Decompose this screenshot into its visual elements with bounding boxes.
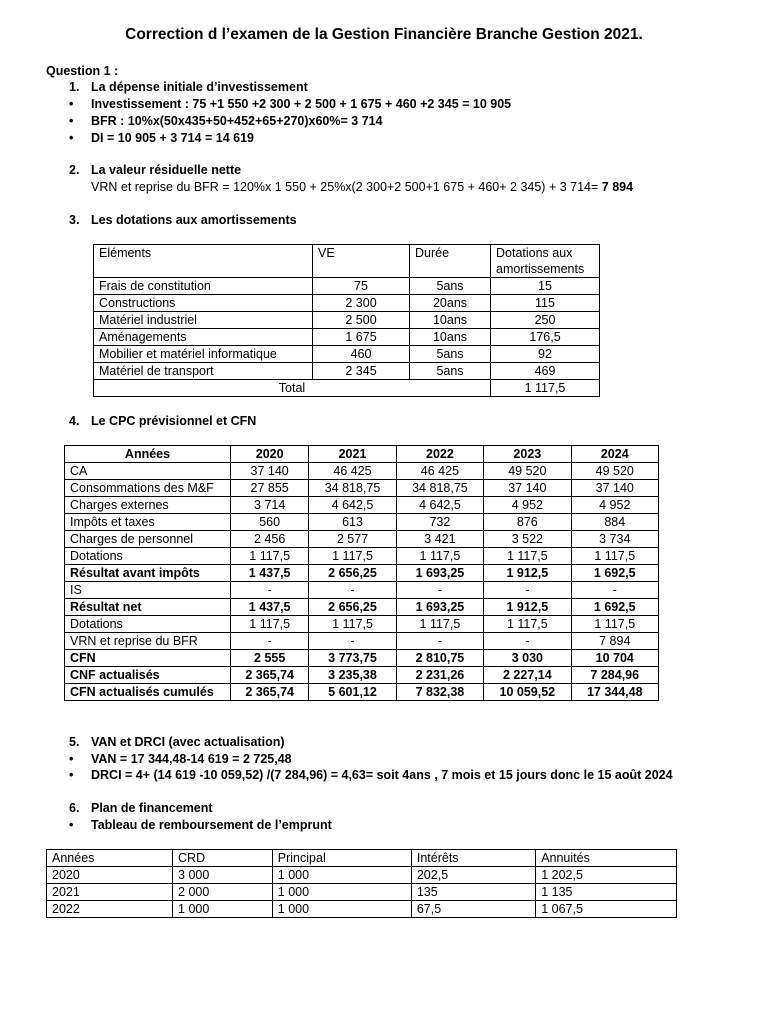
cpc-body xyxy=(65,463,659,701)
table-cell: 67,5 xyxy=(411,901,535,918)
row-label: Charges de personnel xyxy=(65,531,231,548)
table-cell: 250 xyxy=(491,312,600,329)
table-cell: - xyxy=(396,633,483,650)
table-cell: 3 235,38 xyxy=(309,667,396,684)
table-cell: 3 000 xyxy=(173,867,273,884)
loan-schedule-table xyxy=(46,849,677,918)
table-cell: - xyxy=(484,633,571,650)
table-cell: Frais de constitution xyxy=(94,278,313,295)
list-item xyxy=(69,131,254,145)
table-cell: 2 810,75 xyxy=(396,650,483,667)
vrn-line xyxy=(91,180,633,194)
column-header: Années xyxy=(65,446,231,463)
table-cell: 176,5 xyxy=(491,329,600,346)
table-cell: 4 952 xyxy=(571,497,658,514)
table-cell: 1 117,5 xyxy=(396,548,483,565)
list-item xyxy=(69,97,511,111)
table-cell: 2 656,25 xyxy=(309,565,396,582)
table-row xyxy=(65,565,659,582)
vrn-formula: VRN et reprise du BFR = 120%x 1 550 + 25%x(2 300+2 500+1 675 + 460+ 2 345) + 3 714= xyxy=(91,180,602,194)
column-header: VE xyxy=(313,245,410,278)
table-row xyxy=(94,346,600,363)
table-cell: 469 xyxy=(491,363,600,380)
table-cell: 2020 xyxy=(47,867,173,884)
table-cell: 46 425 xyxy=(396,463,483,480)
row-label: Charges externes xyxy=(65,497,231,514)
table-cell: 1 692,5 xyxy=(571,599,658,616)
vrn-result: 7 894 xyxy=(601,180,634,194)
column-header: 2022 xyxy=(396,446,483,463)
section-1-heading xyxy=(69,80,308,94)
table-cell: 1 000 xyxy=(272,884,411,901)
table-row xyxy=(47,901,677,918)
column-header: 2023 xyxy=(484,446,571,463)
table-cell: 4 642,5 xyxy=(396,497,483,514)
section-5-number: 5. xyxy=(69,735,80,749)
table-row xyxy=(65,480,659,497)
column-header: Durée xyxy=(410,245,491,278)
amortization-body xyxy=(94,278,600,397)
table-row xyxy=(94,312,600,329)
table-cell: 34 818,75 xyxy=(309,480,396,497)
list-item xyxy=(69,818,332,832)
bfr-line: BFR : 10%x(50x435+50+452+65+270)x60%= 3 714 xyxy=(91,114,383,128)
table-cell: 49 520 xyxy=(571,463,658,480)
table-cell: 37 140 xyxy=(571,480,658,497)
bullet-icon: • xyxy=(69,97,74,111)
section-4-heading xyxy=(69,414,256,428)
table-cell: 202,5 xyxy=(411,867,535,884)
investment-line: Investissement : 75 +1 550 +2 300 + 2 500 + 1 675 + 460 +2 345 = 10 905 xyxy=(91,97,512,111)
list-item xyxy=(69,768,673,782)
table-row xyxy=(94,329,600,346)
table-cell: 2 456 xyxy=(231,531,309,548)
table-cell: 1 912,5 xyxy=(484,599,571,616)
table-cell: 27 855 xyxy=(231,480,309,497)
table-cell: 1 117,5 xyxy=(484,548,571,565)
table-cell: 10ans xyxy=(410,329,491,346)
table-cell: 2 300 xyxy=(313,295,410,312)
table-cell: 3 734 xyxy=(571,531,658,548)
di-line: DI = 10 905 + 3 714 = 14 619 xyxy=(91,131,254,145)
table-cell: 10ans xyxy=(410,312,491,329)
table-cell: 2022 xyxy=(47,901,173,918)
table-cell: 17 344,48 xyxy=(571,684,658,701)
table-cell: 75 xyxy=(313,278,410,295)
column-header: 2024 xyxy=(571,446,658,463)
table-cell: 1 117,5 xyxy=(309,548,396,565)
section-5-title: VAN et DRCI (avec actualisation) xyxy=(91,735,285,749)
section-3-heading xyxy=(69,213,297,227)
row-label: CNF actualisés xyxy=(65,667,231,684)
table-cell: 37 140 xyxy=(484,480,571,497)
table-cell: 2 000 xyxy=(173,884,273,901)
table-cell: 5ans xyxy=(410,278,491,295)
table-row xyxy=(65,667,659,684)
table-row xyxy=(65,582,659,599)
section-2-title: La valeur résiduelle nette xyxy=(91,163,242,177)
table-cell: 34 818,75 xyxy=(396,480,483,497)
row-label: Dotations xyxy=(65,616,231,633)
table-row xyxy=(65,599,659,616)
table-row xyxy=(94,295,600,312)
loan-body xyxy=(47,867,677,918)
loan-schedule-label: Tableau de remboursement de l’emprunt xyxy=(91,818,332,832)
table-cell: 2 555 xyxy=(231,650,309,667)
column-header: Principal xyxy=(272,850,411,867)
table-cell: 560 xyxy=(231,514,309,531)
row-label: IS xyxy=(65,582,231,599)
table-cell: 460 xyxy=(313,346,410,363)
total-value: 1 117,5 xyxy=(491,380,600,397)
table-cell: 49 520 xyxy=(484,463,571,480)
bullet-icon: • xyxy=(69,818,74,832)
total-row xyxy=(94,380,600,397)
table-cell: 1 135 xyxy=(536,884,677,901)
table-cell: 1 117,5 xyxy=(231,616,309,633)
table-cell: 3 522 xyxy=(484,531,571,548)
table-cell: 10 059,52 xyxy=(484,684,571,701)
table-cell: 3 421 xyxy=(396,531,483,548)
table-cell: 2 231,26 xyxy=(396,667,483,684)
table-cell: 1 000 xyxy=(173,901,273,918)
table-cell: 884 xyxy=(571,514,658,531)
table-cell: Matériel de transport xyxy=(94,363,313,380)
section-1-title: La dépense initiale d’investissement xyxy=(91,80,308,94)
bullet-icon: • xyxy=(69,752,74,766)
table-cell: 20ans xyxy=(410,295,491,312)
table-cell: 5 601,12 xyxy=(309,684,396,701)
column-header: Eléments xyxy=(94,245,313,278)
table-row xyxy=(65,514,659,531)
drci-line: DRCI = 4+ (14 619 -10 059,52) /(7 284,96) = 4,63= soit 4ans , 7 mois et 15 jours donc le 15 août 2024 xyxy=(91,768,673,782)
table-cell: 1 117,5 xyxy=(396,616,483,633)
section-6-heading xyxy=(69,801,213,815)
table-cell: 4 642,5 xyxy=(309,497,396,514)
table-header-row xyxy=(47,850,677,867)
table-row xyxy=(65,650,659,667)
table-row xyxy=(65,531,659,548)
table-cell: 1 000 xyxy=(272,867,411,884)
table-cell: Aménagements xyxy=(94,329,313,346)
table-cell: 1 067,5 xyxy=(536,901,677,918)
table-header-row xyxy=(94,245,600,278)
column-header: Dotations aux amortissements xyxy=(491,245,600,278)
table-cell: Constructions xyxy=(94,295,313,312)
row-label: CFN xyxy=(65,650,231,667)
cpc-table xyxy=(64,445,659,701)
table-cell: 37 140 xyxy=(231,463,309,480)
table-header-row xyxy=(65,446,659,463)
table-cell: 2 365,74 xyxy=(231,667,309,684)
section-3-number: 3. xyxy=(69,213,80,227)
table-cell: 4 952 xyxy=(484,497,571,514)
table-cell: - xyxy=(309,582,396,599)
table-cell: 5ans xyxy=(410,346,491,363)
table-row xyxy=(47,867,677,884)
table-cell: - xyxy=(231,582,309,599)
table-cell: 135 xyxy=(411,884,535,901)
table-cell: - xyxy=(309,633,396,650)
section-4-title: Le CPC prévisionnel et CFN xyxy=(91,414,257,428)
table-cell: 5ans xyxy=(410,363,491,380)
question-label: Question 1 : xyxy=(46,64,119,78)
table-cell: 3 714 xyxy=(231,497,309,514)
row-label: CA xyxy=(65,463,231,480)
table-cell: 2 365,74 xyxy=(231,684,309,701)
table-row xyxy=(65,463,659,480)
table-cell: 7 894 xyxy=(571,633,658,650)
table-cell: 46 425 xyxy=(309,463,396,480)
row-label: Résultat net xyxy=(65,599,231,616)
total-label: Total xyxy=(94,380,491,397)
table-cell: 1 202,5 xyxy=(536,867,677,884)
table-cell: 2 577 xyxy=(309,531,396,548)
van-line: VAN = 17 344,48-14 619 = 2 725,48 xyxy=(91,752,292,766)
table-cell: 1 693,25 xyxy=(396,565,483,582)
table-row xyxy=(65,548,659,565)
table-row xyxy=(65,633,659,650)
table-cell: Mobilier et matériel informatique xyxy=(94,346,313,363)
table-cell: 1 692,5 xyxy=(571,565,658,582)
section-3-title: Les dotations aux amortissements xyxy=(91,213,297,227)
table-cell: 1 117,5 xyxy=(231,548,309,565)
column-header: CRD xyxy=(173,850,273,867)
row-label: Impôts et taxes xyxy=(65,514,231,531)
bullet-icon: • xyxy=(69,114,74,128)
table-cell: 613 xyxy=(309,514,396,531)
table-row xyxy=(65,684,659,701)
table-cell: 2021 xyxy=(47,884,173,901)
table-cell: 7 284,96 xyxy=(571,667,658,684)
table-cell: 1 117,5 xyxy=(571,548,658,565)
table-cell: 1 117,5 xyxy=(484,616,571,633)
table-cell: 732 xyxy=(396,514,483,531)
table-cell: 1 117,5 xyxy=(309,616,396,633)
table-cell: 3 773,75 xyxy=(309,650,396,667)
table-cell: 1 117,5 xyxy=(571,616,658,633)
table-cell: Matériel industriel xyxy=(94,312,313,329)
row-label: Dotations xyxy=(65,548,231,565)
section-4-number: 4. xyxy=(69,414,80,428)
table-cell: 10 704 xyxy=(571,650,658,667)
section-2-number: 2. xyxy=(69,163,80,177)
column-header: Annuités xyxy=(536,850,677,867)
row-label: Consommations des M&F xyxy=(65,480,231,497)
table-cell: 876 xyxy=(484,514,571,531)
table-row xyxy=(65,616,659,633)
table-row xyxy=(94,363,600,380)
section-6-number: 6. xyxy=(69,801,80,815)
table-cell: 1 675 xyxy=(313,329,410,346)
table-cell: 1 693,25 xyxy=(396,599,483,616)
table-cell: 2 345 xyxy=(313,363,410,380)
table-row xyxy=(47,884,677,901)
page-title: Correction d l’examen de la Gestion Financière Branche Gestion 2021. xyxy=(125,26,643,43)
row-label: CFN actualisés cumulés xyxy=(65,684,231,701)
section-1-number: 1. xyxy=(69,80,80,94)
amortization-table xyxy=(93,244,600,397)
list-item xyxy=(69,114,383,128)
table-cell: - xyxy=(231,633,309,650)
table-cell: 1 437,5 xyxy=(231,599,309,616)
column-header: Années xyxy=(47,850,173,867)
table-cell: 15 xyxy=(491,278,600,295)
bullet-icon: • xyxy=(69,768,74,782)
section-6-title: Plan de financement xyxy=(91,801,213,815)
table-cell: 3 030 xyxy=(484,650,571,667)
table-row xyxy=(94,278,600,295)
column-header: 2020 xyxy=(231,446,309,463)
section-5-heading xyxy=(69,735,285,749)
table-cell: - xyxy=(571,582,658,599)
table-cell: 1 000 xyxy=(272,901,411,918)
table-cell: - xyxy=(396,582,483,599)
table-cell: 7 832,38 xyxy=(396,684,483,701)
row-label: Résultat avant impôts xyxy=(65,565,231,582)
bullet-icon: • xyxy=(69,131,74,145)
table-cell: 2 656,25 xyxy=(309,599,396,616)
section-2-heading xyxy=(69,163,241,177)
table-row xyxy=(65,497,659,514)
column-header: 2021 xyxy=(309,446,396,463)
table-cell: 115 xyxy=(491,295,600,312)
table-cell: 2 227,14 xyxy=(484,667,571,684)
table-cell: 92 xyxy=(491,346,600,363)
column-header: Intérêts xyxy=(411,850,535,867)
table-cell: 1 912,5 xyxy=(484,565,571,582)
table-cell: 2 500 xyxy=(313,312,410,329)
table-cell: - xyxy=(484,582,571,599)
table-cell: 1 437,5 xyxy=(231,565,309,582)
list-item xyxy=(69,752,292,766)
row-label: VRN et reprise du BFR xyxy=(65,633,231,650)
